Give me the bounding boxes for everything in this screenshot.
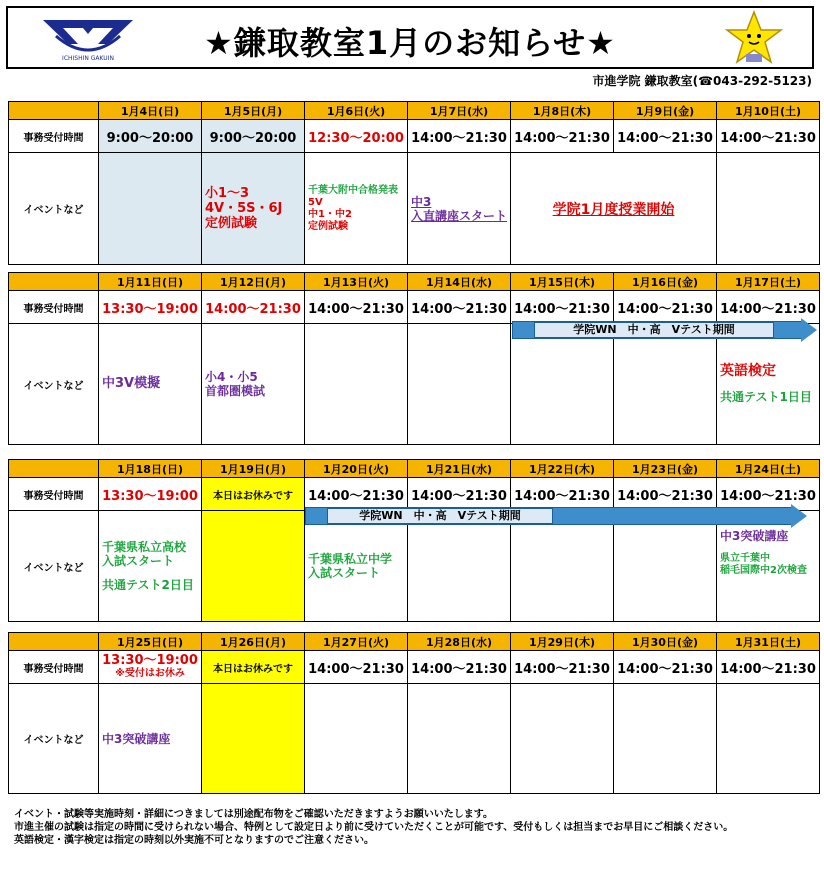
closed-notice: 本日はお休みです: [202, 478, 305, 511]
event-cell: 中3V模擬: [99, 324, 202, 445]
hours-cell: 13:30～19:00: [99, 478, 202, 511]
date-header: 1月21日(水): [408, 460, 511, 478]
event-cell: 中3突破講座: [99, 684, 202, 794]
hours-cell: 14:00～21:30: [511, 120, 614, 153]
event-cell: [408, 684, 511, 794]
event-text: 共通テスト2日目: [102, 578, 194, 592]
date-header: 1月23日(金): [614, 460, 717, 478]
event-cell: [408, 511, 511, 622]
date-header: 1月12日(月): [202, 273, 305, 291]
row-label-events: イベントなど: [9, 324, 99, 445]
corner-cell: [9, 633, 99, 651]
event-cell: [408, 324, 511, 445]
date-header: 1月9日(金): [614, 102, 717, 120]
event-cell: [99, 511, 202, 622]
closed-notice: 本日はお休みです: [202, 651, 305, 684]
hours-cell: 12:30～20:00: [305, 120, 408, 153]
footer-line: イベント・試験等実施時刻・詳細につきましては別途配布物をご確認いただきますようお願いいたします。: [14, 809, 493, 820]
event-cell: [511, 324, 614, 445]
hours-cell: 14:00～21:30: [408, 651, 511, 684]
date-header: 1月6日(火): [305, 102, 408, 120]
event-text: 入直講座スタート: [411, 208, 508, 223]
event-cell: [717, 684, 820, 794]
event-text: 共通テスト1日目: [720, 390, 812, 404]
header-box: [6, 6, 814, 69]
event-text: 英語検定: [720, 363, 776, 379]
date-header: 1月5日(月): [202, 102, 305, 120]
school-contact: 市進学院 鎌取教室(☎043-292-5123): [592, 74, 812, 88]
hours-cell: [99, 651, 202, 684]
date-header: 1月31日(土): [717, 633, 820, 651]
event-cell: [305, 511, 408, 622]
date-header: 1月22日(木): [511, 460, 614, 478]
event-text: 千葉大附中合格発表: [308, 184, 398, 196]
hours-cell: 13:30～19:00: [99, 291, 202, 324]
corner-cell: [9, 273, 99, 291]
hours-cell: 14:00～21:30: [305, 291, 408, 324]
arrow-head-icon: [791, 504, 807, 528]
hours-cell: 14:00～21:30: [305, 651, 408, 684]
row-label-hours: 事務受付時間: [9, 120, 99, 153]
date-header: 1月25日(日): [99, 633, 202, 651]
event-cell: [614, 324, 717, 445]
logo-text: ICHISHIN GAKUIN: [62, 55, 114, 62]
event-cell: [305, 684, 408, 794]
hours-cell: 14:00～21:30: [614, 651, 717, 684]
hours-cell: 14:00～21:30: [717, 291, 820, 324]
event-cell: [408, 153, 511, 265]
event-cell: [202, 511, 305, 622]
date-header: 1月8日(木): [511, 102, 614, 120]
row-label-events: イベントなど: [9, 153, 99, 265]
footer-line: 市進主催の試験は指定の時間に受けられない場合、特例として設定日より前に受けていただくことが可能です、受付もしくは担当までお早目にご相談ください。: [14, 822, 734, 833]
hours-cell: 14:00～21:30: [202, 291, 305, 324]
date-header: 1月18日(日): [99, 460, 202, 478]
event-text: 定例試験: [308, 220, 348, 232]
date-header: 1月15日(木): [511, 273, 614, 291]
event-text: 中1・中2: [308, 208, 352, 220]
date-header: 1月26日(月): [202, 633, 305, 651]
footer-notes: [14, 808, 733, 847]
event-text: 千葉県私立中学: [308, 552, 393, 566]
event-text: 入試スタート: [308, 566, 381, 580]
hours-cell: 14:00～21:30: [511, 291, 614, 324]
event-text: 入試スタート: [102, 554, 175, 568]
event-text: 小4・小5: [205, 370, 258, 384]
event-cell: [305, 153, 408, 265]
row-label-hours: 事務受付時間: [9, 478, 99, 511]
footer-line: 英語検定・漢字検定は指定の時刻以外実施不可となりますのでご注意ください。: [14, 835, 374, 846]
event-text: 5V: [308, 196, 323, 208]
hours-cell: 14:00～21:30: [408, 120, 511, 153]
test-period-arrow: [305, 507, 807, 527]
event-text: 定例試験: [205, 216, 258, 231]
date-header: 1月27日(火): [305, 633, 408, 651]
date-header: 1月4日(日): [99, 102, 202, 120]
hours-cell: 14:00～21:30: [614, 120, 717, 153]
event-cell: [614, 684, 717, 794]
event-text: 千葉県私立高校: [102, 540, 187, 554]
corner-cell: [9, 460, 99, 478]
date-header: 1月28日(水): [408, 633, 511, 651]
date-header: 1月16日(金): [614, 273, 717, 291]
hours-cell: 14:00～21:30: [511, 478, 614, 511]
hours-note: ※受付はお休み: [115, 668, 185, 679]
row-label-events: イベントなど: [9, 684, 99, 794]
hours-cell: 14:00～21:30: [614, 478, 717, 511]
date-header: 1月19日(月): [202, 460, 305, 478]
week-2-table: [8, 272, 820, 445]
event-cell: [717, 153, 820, 265]
event-cell: [202, 324, 305, 445]
arrow-label: 学院WN 中・高 Vテスト期間: [327, 508, 553, 524]
date-header: 1月29日(木): [511, 633, 614, 651]
row-label-hours: 事務受付時間: [9, 291, 99, 324]
hours-cell: 14:00～21:30: [408, 478, 511, 511]
hours-cell: 14:00～21:30: [717, 651, 820, 684]
hours-cell: 14:00～21:30: [305, 478, 408, 511]
event-cell: [511, 684, 614, 794]
date-header: 1月14日(水): [408, 273, 511, 291]
date-header: 1月24日(土): [717, 460, 820, 478]
row-label-hours: 事務受付時間: [9, 651, 99, 684]
hours-cell: 14:00～21:30: [717, 120, 820, 153]
event-cell: [305, 324, 408, 445]
hours-cell: 9:00～20:00: [202, 120, 305, 153]
hours-cell: 14:00～21:30: [717, 478, 820, 511]
event-cell: [614, 511, 717, 622]
corner-cell: [9, 102, 99, 120]
week-3-table: [8, 459, 820, 622]
event-cell: 学院1月度授業開始: [511, 153, 717, 265]
hours-cell: 9:00～20:00: [99, 120, 202, 153]
date-header: 1月20日(火): [305, 460, 408, 478]
arrow-head-icon: [801, 318, 817, 342]
event-text: 中3: [411, 194, 432, 209]
event-cell: [99, 153, 202, 265]
week-4-table: [8, 632, 820, 794]
event-cell: [202, 153, 305, 265]
event-text: 県立千葉中: [720, 553, 770, 564]
arrow-label: 学院WN 中・高 Vテスト期間: [534, 322, 774, 338]
hours-cell: 14:00～21:30: [511, 651, 614, 684]
row-label-events: イベントなど: [9, 511, 99, 622]
event-text: 4V・5S・6J: [205, 201, 283, 216]
date-header: 1月10日(土): [717, 102, 820, 120]
week-1-table: [8, 101, 820, 265]
date-header: 1月30日(金): [614, 633, 717, 651]
page-title: ★鎌取教室1月のお知らせ★: [204, 24, 616, 62]
date-header: 1月11日(日): [99, 273, 202, 291]
event-text: 小1～3: [205, 186, 250, 201]
hours-text: 13:30～19:00: [102, 653, 198, 668]
event-cell: [202, 684, 305, 794]
date-header: 1月17日(土): [717, 273, 820, 291]
date-header: 1月7日(水): [408, 102, 511, 120]
event-text: 稲毛国際中2次検査: [720, 565, 807, 576]
event-text: 首都圏模試: [205, 384, 266, 398]
date-header: 1月13日(火): [305, 273, 408, 291]
hours-cell: 14:00～21:30: [408, 291, 511, 324]
event-text: 中3突破講座: [720, 529, 789, 543]
star-mascot-icon: [724, 10, 784, 68]
event-cell: [511, 511, 614, 622]
hours-cell: 14:00～21:30: [614, 291, 717, 324]
test-period-arrow: [512, 321, 817, 341]
